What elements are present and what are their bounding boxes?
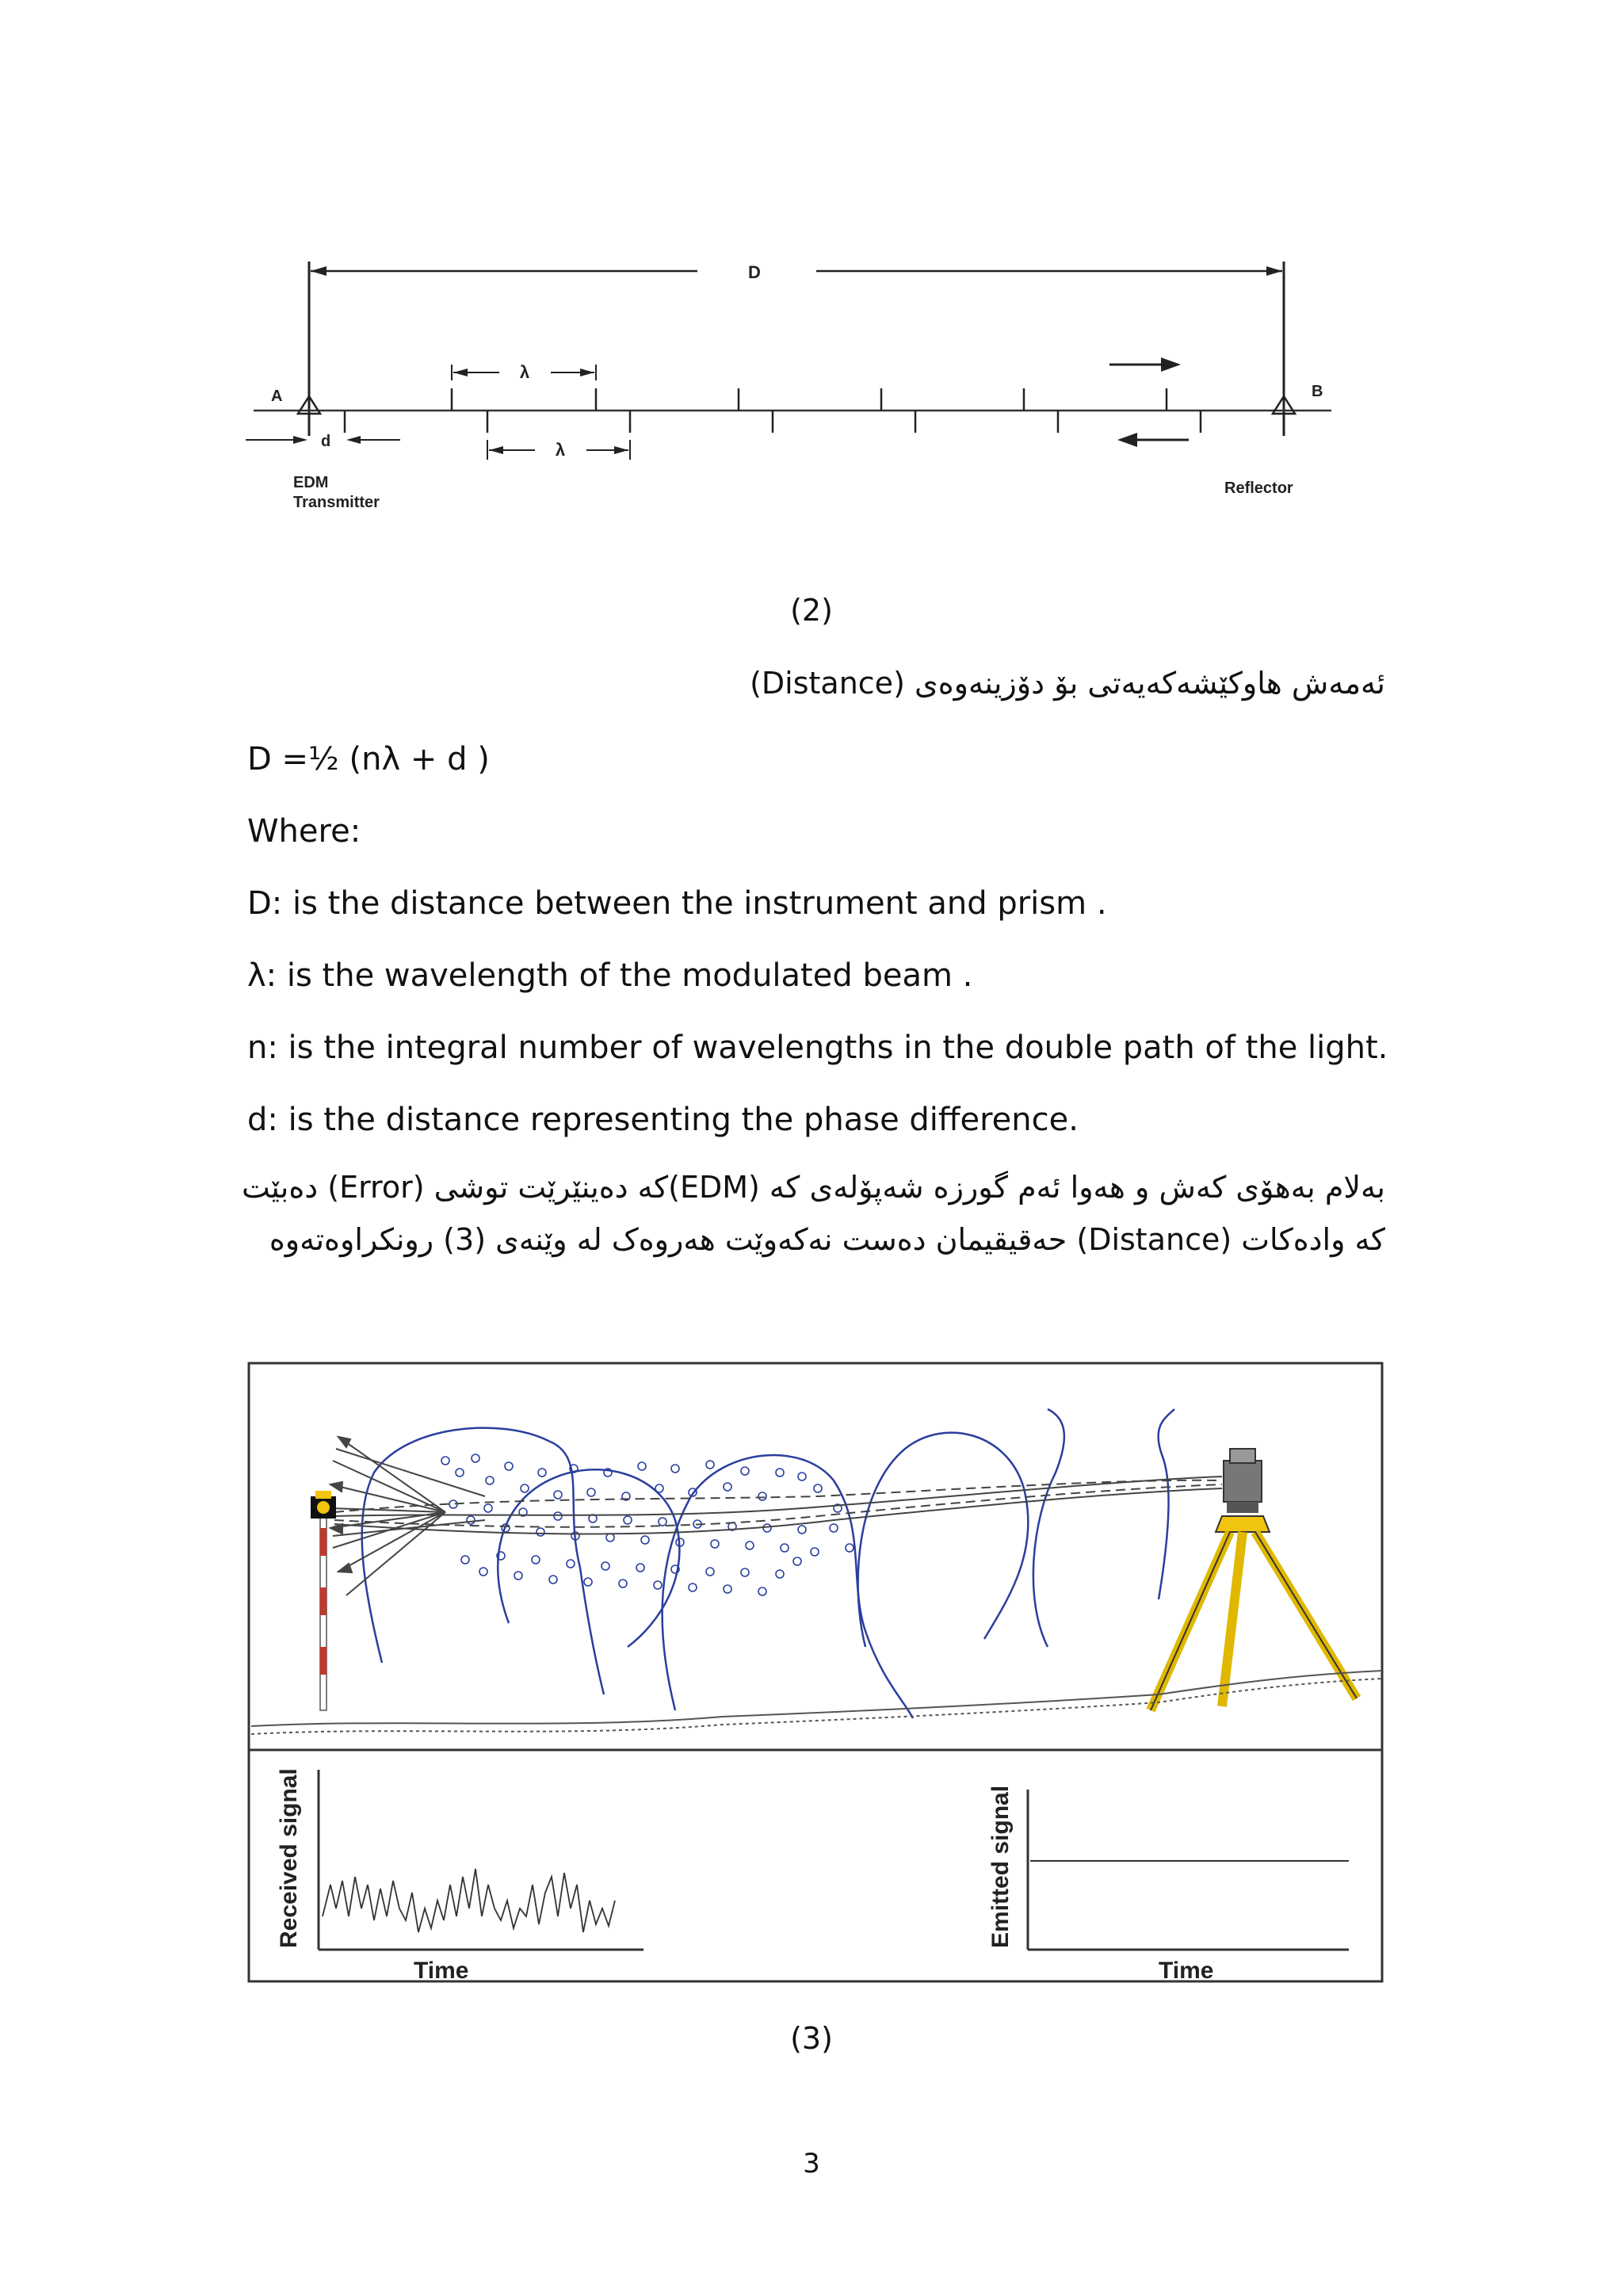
kurdish-paragraph-line2: کە وادەکات (Distance) حەقیقیمان دەست نەکەوێت هەروەک لە وێنەی (3) رونکراوەتەوە	[269, 1222, 1385, 1257]
label-d: d	[321, 433, 331, 450]
kurdish-paragraph-line1: بەلام بەهۆی کەش و هەوا ئەم گورزە شەپۆلەی کە (EDM)کە دەینێرێت توشی (Error) دەبێت	[241, 1170, 1385, 1205]
emitted-time-label: Time	[1159, 1958, 1214, 1984]
label-lambda-upper: λ	[519, 362, 530, 382]
atmospheric-error-figure	[247, 1362, 1385, 1986]
definition-D: D: is the distance between the instrument and prism .	[247, 885, 1107, 922]
label-reflector: Reflector	[1224, 479, 1293, 497]
edm-phase-diagram	[238, 246, 1347, 523]
emitted-signal-label: Emitted signal	[987, 1785, 1014, 1948]
definition-lambda: λ: is the wavelength of the modulated beam .	[247, 957, 973, 994]
received-time-label: Time	[414, 1958, 469, 1984]
definition-d: d: is the distance representing the phase difference.	[247, 1102, 1079, 1138]
label-transmitter: Transmitter	[293, 494, 380, 511]
label-lambda-lower: λ	[555, 440, 566, 460]
figure2-caption: (2)	[790, 593, 833, 628]
kurdish-intro: ئەمەش هاوکێشەکەیەتی بۆ دۆزینەوەی (Distance)	[750, 666, 1385, 701]
definition-n: n: is the integral number of wavelengths in the double path of the light.	[247, 1030, 1388, 1066]
label-edm: EDM	[293, 474, 329, 491]
label-A: A	[271, 388, 283, 405]
received-signal-label: Received signal	[276, 1768, 302, 1948]
label-D: D	[748, 262, 761, 282]
where-label: Where:	[247, 813, 361, 850]
label-B: B	[1312, 383, 1323, 400]
page-number: 3	[803, 2148, 820, 2179]
figure3-caption: (3)	[790, 2021, 833, 2056]
distance-formula: D =½ (nλ + d )	[247, 741, 490, 777]
